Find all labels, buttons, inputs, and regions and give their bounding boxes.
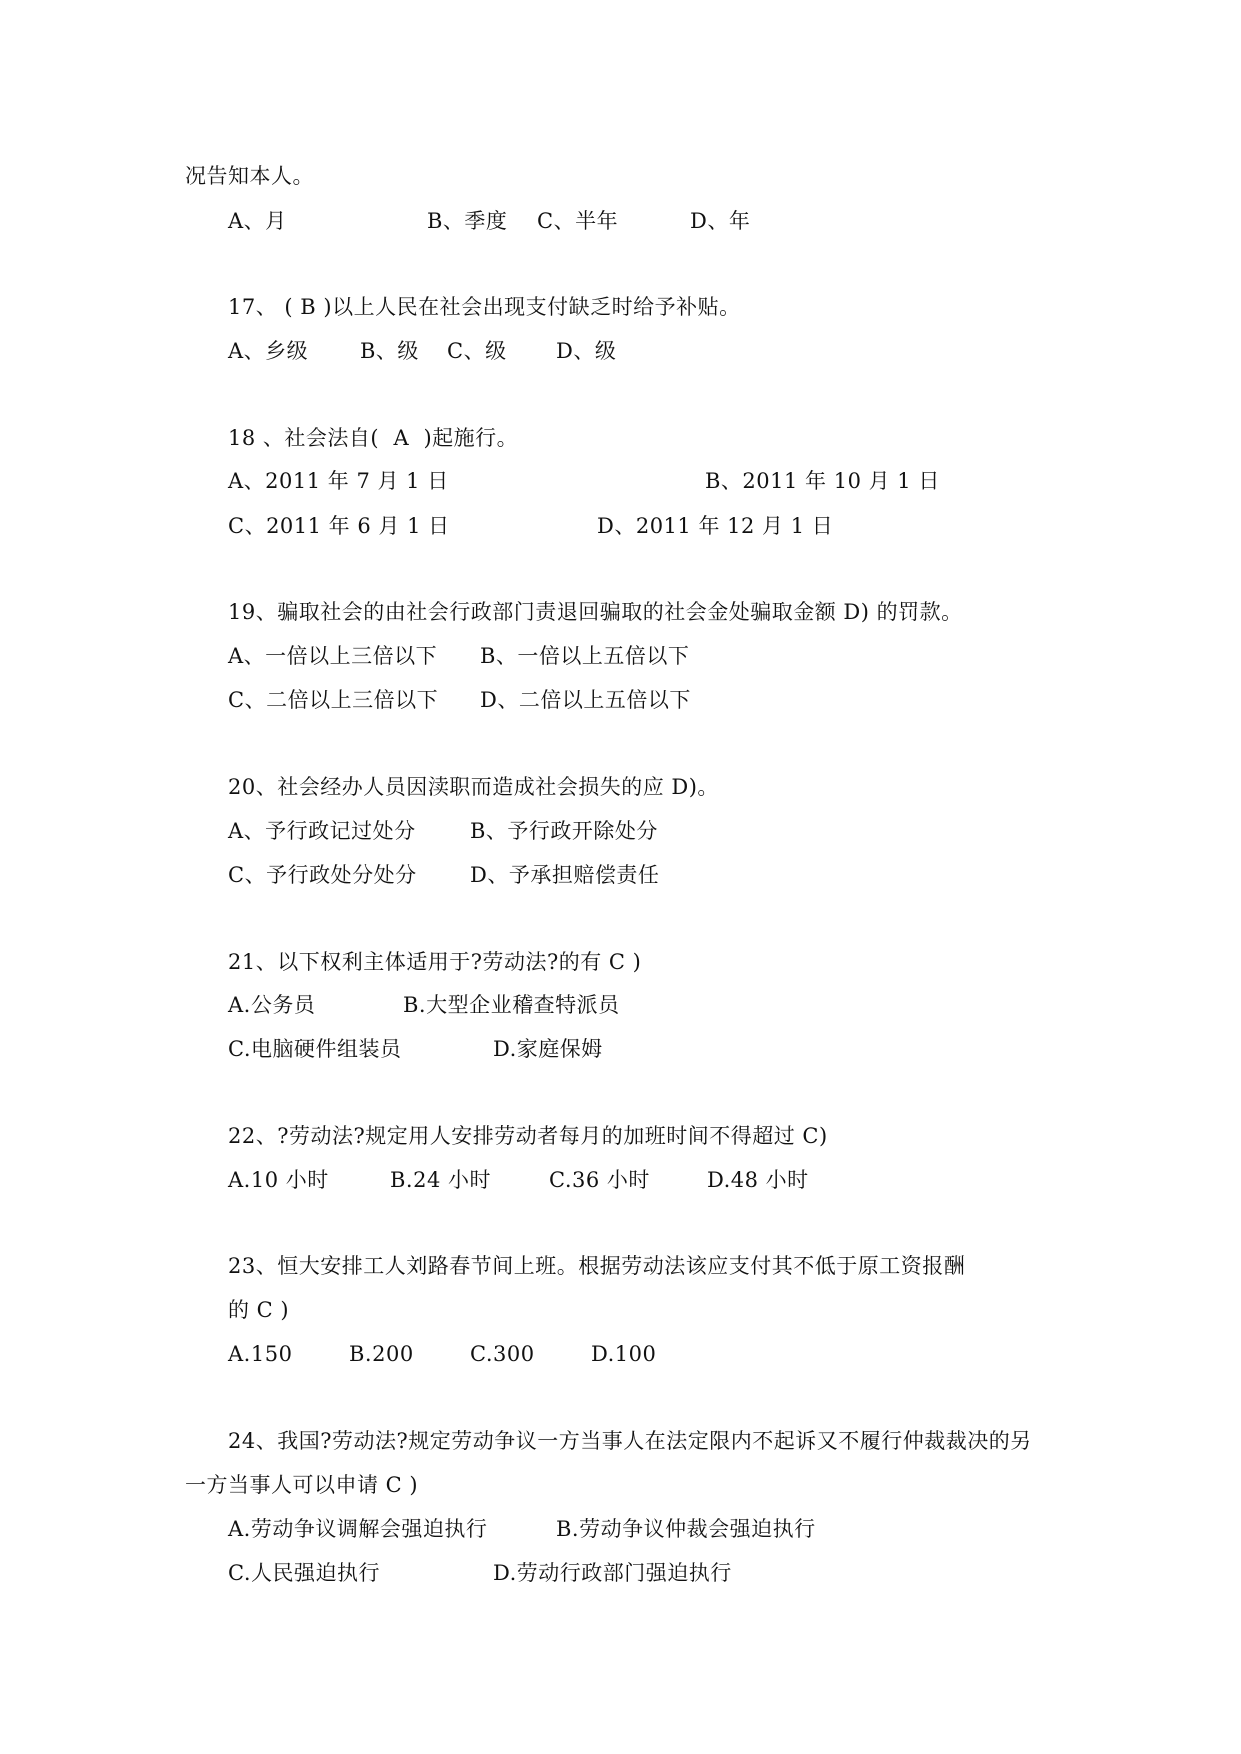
q16-option-c: C、半年: [537, 209, 619, 233]
q24-stem-line1: 24、我国?劳动法?规定劳动争议一方当事人在法定限内不起诉又不履行仲裁裁决的另: [228, 1429, 1032, 1453]
q19-option-b: B、一倍以上五倍以下: [480, 644, 690, 668]
q20-option-c: C、予行政处分处分: [228, 863, 417, 887]
q24-stem-line2: 一方当事人可以申请 C ): [185, 1473, 419, 1497]
q23-stem-line1: 23、恒大安排工人刘路春节间上班。根据劳动法该应支付其不低于原工资报酬: [228, 1254, 966, 1278]
q20-stem: 20、社会经办人员因渎职而造成社会损失的应 D)。: [228, 775, 719, 799]
q17-option-b: B、级: [360, 339, 419, 363]
q20-option-b: B、予行政开除处分: [470, 819, 658, 843]
q24-option-d: D.劳动行政部门强迫执行: [493, 1561, 732, 1585]
q17-stem: 17、 ( B )以上人民在社会出现支付缺乏时给予补贴。: [228, 295, 741, 319]
q17-option-d: D、级: [556, 339, 617, 363]
q18-option-a: A、2011 年 7 月 1 日: [228, 469, 449, 493]
q17-option-c: C、级: [447, 339, 507, 363]
q18-stem: 18 、社会法自( A )起施行。: [228, 426, 519, 450]
q23-option-d: D.100: [591, 1342, 657, 1366]
q23-option-b: B.200: [349, 1342, 414, 1366]
q19-option-d: D、二倍以上五倍以下: [480, 688, 691, 712]
q22-option-c: C.36 小时: [549, 1168, 650, 1192]
q19-option-a: A、一倍以上三倍以下: [228, 644, 438, 668]
q23-option-c: C.300: [470, 1342, 535, 1366]
q22-option-b: B.24 小时: [390, 1168, 492, 1192]
q24-option-a: A.劳动争议调解会强迫执行: [228, 1517, 488, 1541]
q18-option-d: D、2011 年 12 月 1 日: [597, 514, 834, 538]
q23-option-a: A.150: [228, 1342, 293, 1366]
q16-continuation: 况告知本人。: [185, 164, 314, 188]
q16-option-d: D、年: [690, 209, 751, 233]
q21-option-c: C.电脑硬件组装员: [228, 1037, 402, 1061]
q16-option-b: B、季度: [427, 209, 508, 233]
q18-option-b: B、2011 年 10 月 1 日: [705, 469, 940, 493]
q24-option-c: C.人民强迫执行: [228, 1561, 380, 1585]
q18-option-c: C、2011 年 6 月 1 日: [228, 514, 450, 538]
q16-option-a: A、月: [228, 209, 287, 233]
q21-stem: 21、以下权利主体适用于?劳动法?的有 C ): [228, 950, 642, 974]
q21-option-a: A.公务员: [228, 993, 316, 1017]
q22-option-a: A.10 小时: [228, 1168, 329, 1192]
q19-option-c: C、二倍以上三倍以下: [228, 688, 439, 712]
q20-option-a: A、予行政记过处分: [228, 819, 416, 843]
q24-option-b: B.劳动争议仲裁会强迫执行: [556, 1517, 816, 1541]
q23-stem-line2: 的 C ): [228, 1298, 290, 1322]
q20-option-d: D、予承担赔偿责任: [470, 863, 660, 887]
q22-option-d: D.48 小时: [707, 1168, 809, 1192]
q19-stem: 19、骗取社会的由社会行政部门责退回骗取的社会金处骗取金额 D) 的罚款。: [228, 600, 963, 624]
q17-option-a: A、乡级: [228, 339, 309, 363]
q21-option-d: D.家庭保姆: [493, 1037, 603, 1061]
q21-option-b: B.大型企业稽查特派员: [403, 993, 620, 1017]
q22-stem: 22、?劳动法?规定用人安排劳动者每月的加班时间不得超过 C): [228, 1124, 828, 1148]
